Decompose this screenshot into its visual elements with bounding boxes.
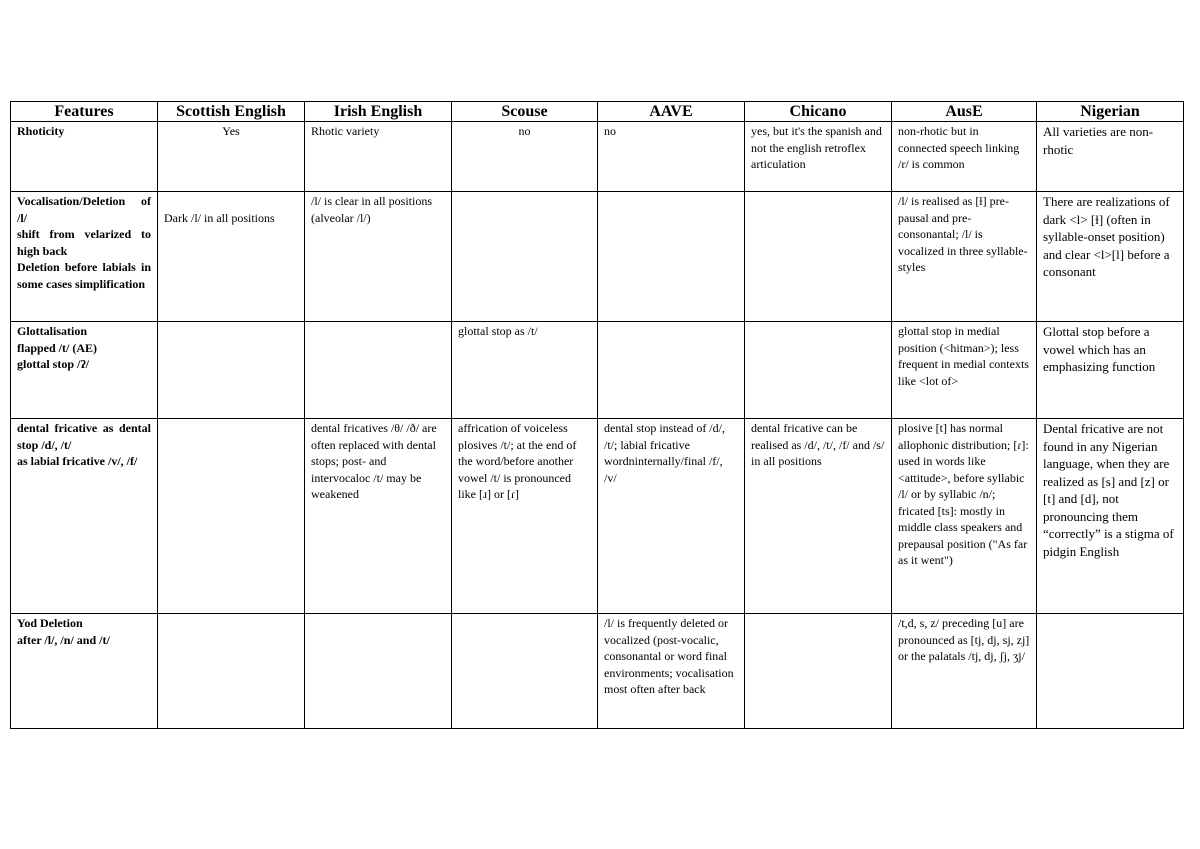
header-aave: AAVE <box>598 102 745 122</box>
feature-cell <box>11 614 158 729</box>
table-cell <box>745 614 892 729</box>
table-cell: no <box>598 122 745 192</box>
table-cell: /l/ is clear in all positions (alveolar /l/) <box>305 192 452 322</box>
feature-text: dental fricative as dental stop /d/, /t/ <box>17 421 151 452</box>
table-cell: /l/ is frequently deleted or vocalized (post-vocalic, consonantal or word final environments; vocalisation most often after back <box>598 614 745 729</box>
table-row <box>11 614 1184 729</box>
table-cell: /t,d, s, z/ preceding [u] are pronounced as [tj, dj, sj, zj] or the palatals /tj, dj, ʃj, ʒj/ <box>892 614 1037 729</box>
feature-text: Vocalisation/Deletion of /l/ <box>17 194 151 225</box>
table-cell: non-rhotic but in connected speech linking /r/ is common <box>892 122 1037 192</box>
table-cell: /l/ is realised as [ɫ] pre-pausal and pre-consonantal; /l/ is vocalized in three syllable-styles <box>892 192 1037 322</box>
feature-text: Rhoticity <box>17 124 65 138</box>
table-cell <box>158 419 305 614</box>
table-cell: plosive [t] has normal allophonic distribution; [ɾ]: used in words like <attitude>, before syllabic /l/ or by syllabic /n/; fricated [ts]: mostly in middle class speakers and prepausal position ("As far as it went") <box>892 419 1037 614</box>
table-cell <box>305 322 452 419</box>
feature-text: as labial fricative /v/, /f/ <box>17 454 138 468</box>
table-cell <box>158 322 305 419</box>
table-cell: Glottal stop before a vowel which has an emphasizing function <box>1037 322 1184 419</box>
table-cell <box>1037 614 1184 729</box>
feature-text: Deletion before labials in some cases simplification <box>17 260 151 291</box>
table-cell: affrication of voiceless plosives /t/; at the end of the word/before another vowel /t/ is pronounced like [ɹ] or [ɾ] <box>452 419 598 614</box>
header-ause: AusE <box>892 102 1037 122</box>
feature-cell <box>11 419 158 614</box>
table-cell: dental stop instead of /d/, /t/; labial fricative wordninternally/final /f/, /v/ <box>598 419 745 614</box>
table-cell: Dark /l/ in all positions <box>158 192 305 322</box>
feature-cell <box>11 322 158 419</box>
table-cell: There are realizations of dark <l> [ɫ] (often in syllable-onset position) and clear <l>[l] before a consonant <box>1037 192 1184 322</box>
feature-cell <box>11 192 158 322</box>
header-features: Features <box>11 102 158 122</box>
table-cell: yes, but it's the spanish and not the english retroflex articulation <box>745 122 892 192</box>
table-cell: dental fricative can be realised as /d/, /t/, /f/ and /s/ in all positions <box>745 419 892 614</box>
header-scouse: Scouse <box>452 102 598 122</box>
table-cell: dental fricatives /θ/ /ð/ are often replaced with dental stops; post- and intervocaloc /t/ may be weakened <box>305 419 452 614</box>
table-cell: All varieties are non-rhotic <box>1037 122 1184 192</box>
table-cell <box>598 192 745 322</box>
table-cell <box>745 192 892 322</box>
table-cell <box>598 322 745 419</box>
table-row <box>11 192 1184 322</box>
table-cell: glottal stop in medial position (<hitman>); less frequent in medial contexts like <lot of> <box>892 322 1037 419</box>
feature-text: shift from velarized to high back <box>17 227 151 258</box>
comparison-table <box>10 101 1184 729</box>
header-chicano: Chicano <box>745 102 892 122</box>
table-cell: Dental fricative are not found in any Nigerian language, when they are realized as [s] and [z] or [t] and [d], not pronouncing them “correctly” is a stigma of pidgin English <box>1037 419 1184 614</box>
table-cell: no <box>452 122 598 192</box>
table-row <box>11 322 1184 419</box>
table-cell <box>452 192 598 322</box>
header-nigerian: Nigerian <box>1037 102 1184 122</box>
feature-cell <box>11 122 158 192</box>
table-cell: glottal stop as /t/ <box>452 322 598 419</box>
header-row <box>11 102 1184 122</box>
table-cell: Rhotic variety <box>305 122 452 192</box>
feature-text: flapped /t/ (AE) <box>17 340 98 355</box>
table-cell <box>305 614 452 729</box>
header-scottish-english: Scottish English <box>158 102 305 122</box>
table-cell: Yes <box>158 122 305 192</box>
table-cell <box>452 614 598 729</box>
table-row <box>11 122 1184 192</box>
feature-text: glottal stop /ʔ/ <box>17 357 89 371</box>
table-cell <box>745 322 892 419</box>
feature-text: Yod Deletion <box>17 616 83 630</box>
feature-text: Glottalisation <box>17 324 88 338</box>
table-cell <box>158 614 305 729</box>
header-irish-english: Irish English <box>305 102 452 122</box>
table-row <box>11 419 1184 614</box>
feature-text: after /l/, /n/ and /t/ <box>17 632 110 647</box>
